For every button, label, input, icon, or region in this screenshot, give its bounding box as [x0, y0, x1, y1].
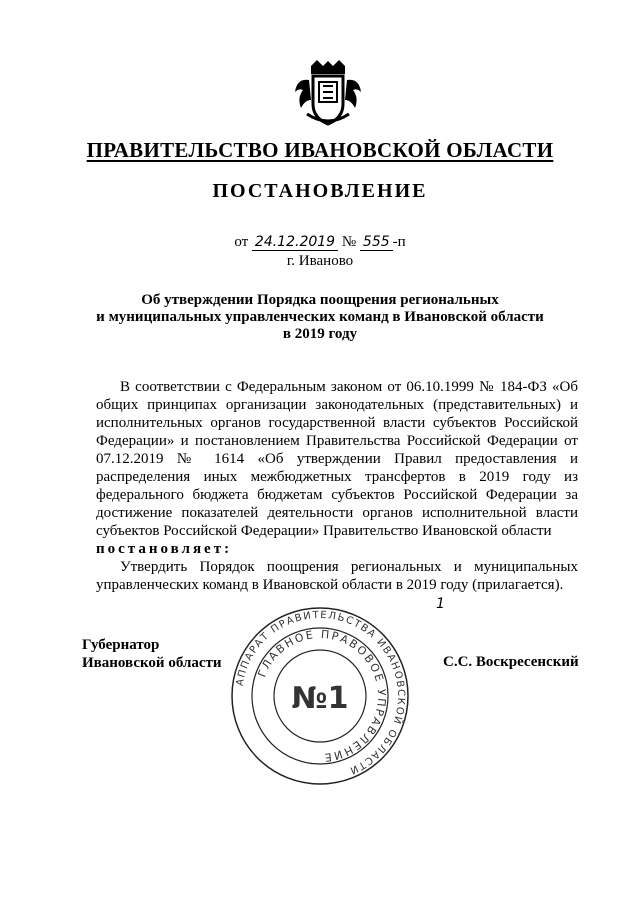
subject-line: Об утверждении Порядка поощрения региональных [141, 292, 499, 308]
city: г. Иваново [286, 253, 354, 269]
coat-of-arms-icon [289, 58, 367, 128]
document-body [96, 378, 578, 594]
resolves-word: постановляет: [96, 541, 233, 557]
stamp-inner-text: ГЛАВНОЕ ПРАВОВОЕ УПРАВЛЕНИЕ [255, 627, 389, 765]
signatory-name: С.С. Воскресенский [443, 654, 579, 670]
subject-line: в 2019 году [282, 326, 358, 342]
date-number-line [0, 233, 640, 251]
position-line: Губернатор [82, 637, 160, 653]
number-sign: № [341, 234, 357, 250]
subject-line: и муниципальных управленческих команд в Ивановской области [96, 309, 544, 325]
signatory-position [82, 636, 222, 672]
document-subject [60, 292, 580, 343]
document-date: 24.12.2019 [252, 234, 338, 251]
stamp-outer-text: АППАРАТ ПРАВИТЕЛЬСТВА ИВАНОВСКОЙ ОБЛАСТИ [234, 609, 407, 777]
official-stamp [230, 606, 410, 786]
organization-title: ПРАВИТЕЛЬСТВО ИВАНОВСКОЙ ОБЛАСТИ [86, 138, 554, 162]
position-line: Ивановской области [82, 655, 222, 671]
stamp-center-text: №1 [291, 681, 349, 716]
document-number: 555 [360, 234, 393, 251]
number-suffix: -п [392, 234, 406, 250]
preamble-paragraph: В соответствии с Федеральным законом от 06.10.1999 № 184-ФЗ «Об общих принципах организации законодательных (представительных) и исполнительных органов государственной власти субъектов Российской Федерации» и постановлением Правительства Российской Федерации от 07.12.2019 № 1614 «Об утверждении Правил предоставления и распределения иных межбюджетных трансфертов в 2019 году из федерального бюджета бюджетам субъектов Российской Федерации за достижение показателей деятельности органов исполнительной власти субъектов Российской Федерации» Правительство Ивановской области [96, 379, 578, 539]
resolution-paragraph: Утвердить Порядок поощрения региональных и муниципальных управленческих команд в Ивановской области в 2019 году (прилагается). [96, 559, 578, 593]
document-type: ПОСТАНОВЛЕНИЕ [212, 180, 428, 202]
handwritten-mark: 1 [436, 596, 445, 612]
date-prefix: от [234, 234, 249, 250]
